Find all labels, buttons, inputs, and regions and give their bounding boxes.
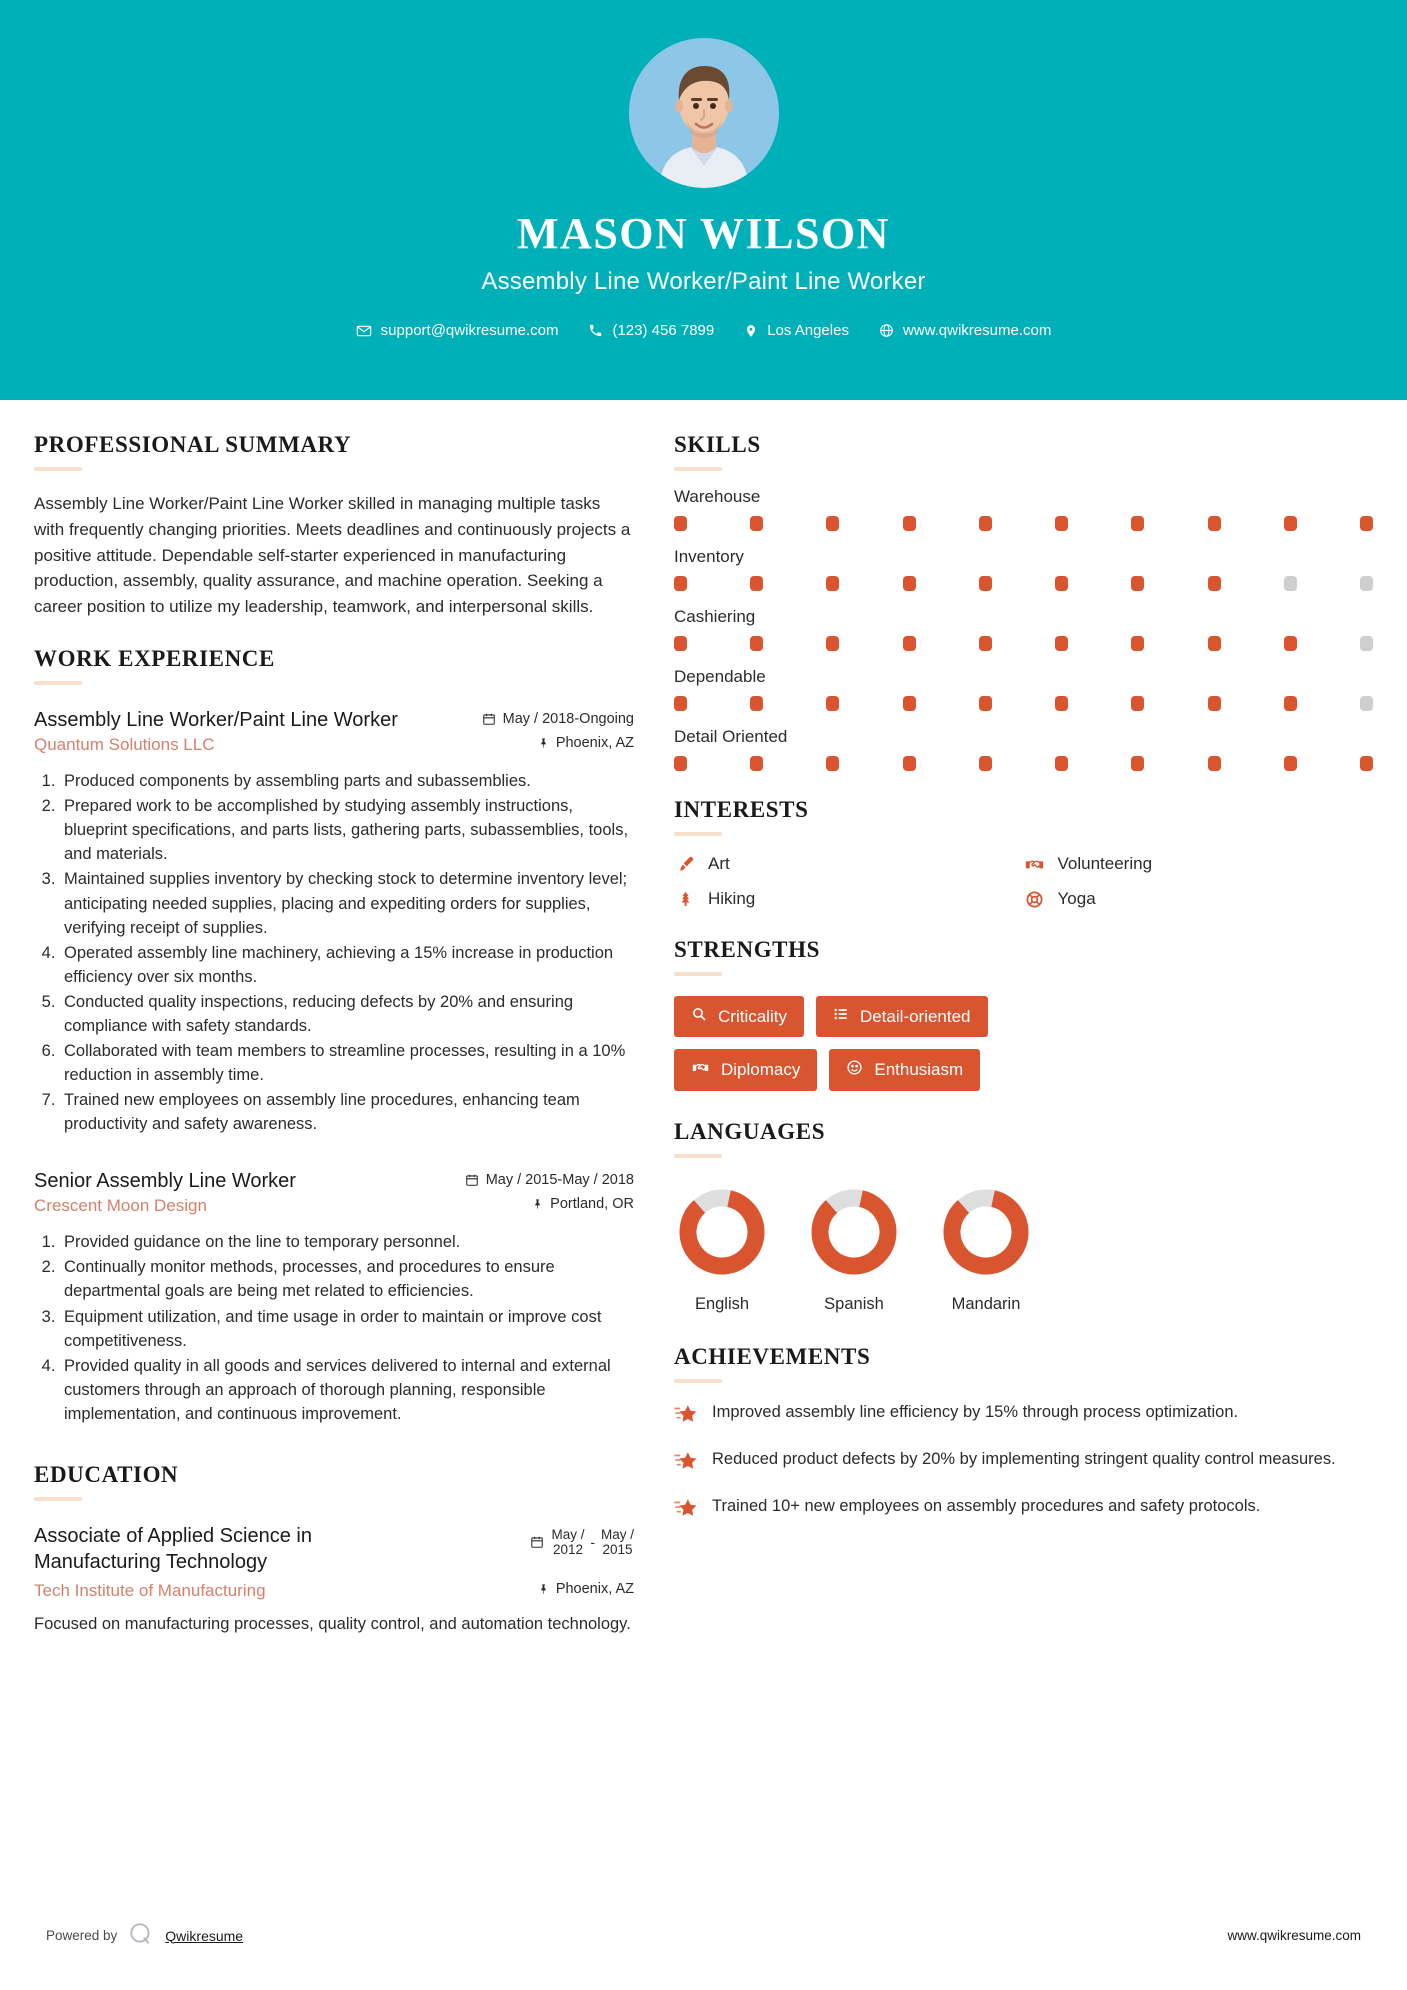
strength-label: Diplomacy bbox=[721, 1060, 801, 1079]
list-item: 1. Provided guidance on the line to temporary personnel. bbox=[60, 1230, 634, 1254]
languages-list bbox=[674, 1184, 1373, 1314]
interest-label: Art bbox=[708, 854, 730, 873]
section-rule bbox=[34, 467, 82, 471]
page-title: MASON WILSON bbox=[517, 209, 890, 258]
skill-dot-filled bbox=[1055, 696, 1068, 711]
education-date-separator: - bbox=[590, 1534, 595, 1550]
powered-by bbox=[46, 1921, 243, 1950]
strength-label: Detail-oriented bbox=[859, 1006, 971, 1026]
section-heading: WORK EXPERIENCE bbox=[34, 646, 275, 672]
skill-dot-filled bbox=[903, 576, 916, 591]
skill-dot-filled bbox=[903, 696, 916, 711]
skill-dot-empty bbox=[1284, 576, 1297, 591]
section-heading: PROFESSIONAL SUMMARY bbox=[34, 432, 352, 457]
list-item: 7. Trained new employees on assembly line procedures, enhancing team productivity and safety awareness. bbox=[60, 1088, 634, 1136]
shooting-star-icon bbox=[674, 1495, 698, 1524]
section-achievements bbox=[674, 1344, 1373, 1524]
list-item: 5. Conducted quality inspections, reducing defects by 20% and ensuring compliance with safety standards. bbox=[60, 990, 634, 1038]
skill-dot-filled bbox=[1055, 516, 1068, 531]
skill-dot-filled bbox=[1284, 516, 1297, 531]
skill-dot-filled bbox=[1055, 756, 1068, 771]
work-role: Assembly Line Worker/Paint Line Worker bbox=[34, 709, 398, 732]
interest-item bbox=[674, 854, 1024, 874]
skill-dot-filled bbox=[1208, 516, 1221, 531]
contact-email-text: support@qwikresume.com bbox=[380, 322, 559, 340]
skill-rating bbox=[674, 516, 1373, 531]
skill-dot-filled bbox=[979, 636, 992, 651]
skill-label: Warehouse bbox=[674, 487, 761, 506]
envelope-icon bbox=[356, 323, 372, 339]
contact-website-text: www.qwikresume.com bbox=[902, 322, 1052, 340]
section-rule bbox=[674, 1154, 722, 1158]
work-company: Quantum Solutions LLC bbox=[34, 735, 215, 755]
skill-rating bbox=[674, 636, 1373, 651]
contact-row bbox=[0, 322, 1407, 339]
skill-label: Cashiering bbox=[674, 607, 756, 626]
skill-dot-filled bbox=[979, 696, 992, 711]
skills-list bbox=[674, 487, 1373, 771]
right-column bbox=[672, 432, 1373, 1643]
skill-dot-empty bbox=[1360, 696, 1373, 711]
skill-dot-filled bbox=[674, 636, 687, 651]
list-item: 1. Produced components by assembling parts and subassemblies. bbox=[60, 769, 634, 793]
interest-item bbox=[674, 889, 1024, 909]
shooting-star-icon bbox=[674, 1401, 698, 1430]
skill-dot-filled bbox=[1360, 756, 1373, 771]
list-item: 6. Collaborated with team members to streamline processes, resulting in a 10% reduction in assembly time. bbox=[60, 1039, 634, 1087]
section-rule bbox=[674, 467, 722, 471]
skill-dot-filled bbox=[750, 636, 763, 651]
skill-dot-filled bbox=[1131, 696, 1144, 711]
work-dates bbox=[465, 1172, 634, 1188]
skill-dot-filled bbox=[1055, 636, 1068, 651]
location-pin-icon bbox=[744, 323, 758, 339]
section-rule bbox=[34, 1497, 82, 1501]
language-label: English bbox=[694, 1295, 750, 1313]
section-heading: LANGUAGES bbox=[674, 1119, 826, 1144]
contact-phone[interactable] bbox=[573, 322, 729, 339]
section-rule bbox=[674, 832, 722, 836]
interest-label: Yoga bbox=[1057, 889, 1096, 908]
summary-text: Assembly Line Worker/Paint Line Worker skilled in managing multiple tasks with frequently changing priorities. Meets deadlines and continuously projects a positive attitude. Dependable self-starter experienced in manufacturing production, assembly, quality assurance, and machine operation. Seeking a career position to utilize my leadership, teamwork, and interpersonal skills. bbox=[34, 494, 631, 617]
pushpin-icon bbox=[538, 736, 549, 750]
qwikresume-logo-icon bbox=[128, 1921, 154, 1950]
skill-dot-filled bbox=[826, 576, 839, 591]
achievement-item bbox=[674, 1448, 1373, 1477]
work-entry bbox=[34, 707, 634, 1136]
list-item: 2. Prepared work to be accomplished by studying assembly instructions, blueprint specifications, and parts lists, gathering parts, subassemblies, tools, and materials. bbox=[60, 794, 634, 866]
handshake-icon bbox=[1024, 855, 1046, 874]
globe-icon bbox=[879, 323, 894, 338]
phone-icon bbox=[588, 323, 603, 338]
work-location bbox=[538, 735, 634, 751]
language-donut-chart bbox=[806, 1184, 902, 1280]
section-heading: INTERESTS bbox=[674, 797, 809, 822]
skill-dot-filled bbox=[1055, 576, 1068, 591]
work-location bbox=[532, 1196, 634, 1212]
skill-label: Dependable bbox=[674, 667, 766, 686]
work-dates-text: May / 2015-May / 2018 bbox=[485, 1172, 634, 1189]
skill-dot-filled bbox=[750, 756, 763, 771]
tree-icon bbox=[674, 889, 696, 909]
section-rule bbox=[34, 681, 82, 685]
skill-dot-filled bbox=[674, 576, 687, 591]
skill-dot-filled bbox=[903, 756, 916, 771]
education-start-month: May / bbox=[551, 1526, 585, 1542]
work-dates bbox=[482, 711, 634, 727]
work-bullets bbox=[34, 1230, 634, 1426]
skill-rating bbox=[674, 576, 1373, 591]
skill-rating bbox=[674, 696, 1373, 711]
skill-item bbox=[674, 727, 1373, 771]
lifebuoy-icon bbox=[1024, 890, 1046, 909]
education-date-range bbox=[551, 1527, 634, 1558]
resume-header bbox=[0, 0, 1407, 400]
work-bullets bbox=[34, 769, 634, 1136]
education-end-month: May / bbox=[600, 1526, 634, 1542]
education-degree: Associate of Applied Science in Manufacturing Technology bbox=[34, 1524, 312, 1573]
section-rule bbox=[674, 1379, 722, 1383]
strength-tag-criticality[interactable] bbox=[674, 996, 804, 1037]
contact-website[interactable] bbox=[864, 322, 1066, 339]
list-item: 4. Provided quality in all goods and services delivered to internal and external customers through an approach of thorough planning, responsible implementation, and continuous improvement. bbox=[60, 1354, 634, 1426]
brand-link[interactable]: Qwikresume bbox=[165, 1927, 244, 1944]
interests-list bbox=[674, 854, 1373, 909]
list-item: 3. Maintained supplies inventory by checking stock to determine inventory level; anticipating needed supplies, placing and expediting orders for supplies, verifying receipt of supplies. bbox=[60, 867, 634, 939]
section-work-experience bbox=[34, 646, 634, 1426]
education-location bbox=[538, 1581, 634, 1597]
language-donut-chart bbox=[938, 1184, 1034, 1280]
skill-dot-filled bbox=[1284, 756, 1297, 771]
skill-dot-filled bbox=[1208, 696, 1221, 711]
achievement-text: Trained 10+ new employees on assembly procedures and safety protocols. bbox=[712, 1497, 1261, 1515]
section-heading: SKILLS bbox=[674, 432, 761, 457]
work-entry bbox=[34, 1168, 634, 1426]
skill-dot-filled bbox=[826, 756, 839, 771]
skill-dot-filled bbox=[1360, 516, 1373, 531]
list-item: 4. Operated assembly line machinery, achieving a 15% increase in production efficiency over six months. bbox=[60, 941, 634, 989]
resume-footer bbox=[0, 1921, 1407, 1950]
interest-label: Hiking bbox=[708, 889, 756, 908]
smiley-icon bbox=[846, 1059, 863, 1081]
skill-dot-filled bbox=[1208, 756, 1221, 771]
skill-dot-filled bbox=[903, 516, 916, 531]
language-label: Spanish bbox=[824, 1295, 884, 1313]
profile-photo-icon bbox=[629, 38, 779, 188]
contact-location[interactable] bbox=[729, 322, 864, 339]
skill-dot-filled bbox=[1131, 636, 1144, 651]
skill-item bbox=[674, 667, 1373, 711]
job-title: Assembly Line Worker/Paint Line Worker bbox=[481, 268, 926, 296]
contact-phone-text: (123) 456 7899 bbox=[612, 322, 715, 340]
section-education bbox=[34, 1462, 634, 1637]
pushpin-icon bbox=[532, 1197, 543, 1211]
skill-dot-empty bbox=[1360, 636, 1373, 651]
powered-by-label: Powered by bbox=[46, 1928, 118, 1943]
skill-dot-filled bbox=[1131, 516, 1144, 531]
achievement-text: Reduced product defects by 20% by implementing stringent quality control measures. bbox=[712, 1450, 1336, 1468]
contact-email[interactable] bbox=[341, 322, 574, 339]
skill-dot-filled bbox=[1208, 576, 1221, 591]
work-role: Senior Assembly Line Worker bbox=[34, 1170, 296, 1193]
education-entry bbox=[34, 1523, 634, 1637]
strength-label: Criticality bbox=[718, 1006, 787, 1026]
education-location-text: Phoenix, AZ bbox=[555, 1580, 634, 1597]
skill-item bbox=[674, 487, 1373, 531]
contact-location-text: Los Angeles bbox=[767, 322, 849, 340]
skill-dot-filled bbox=[1284, 636, 1297, 651]
achievement-item bbox=[674, 1495, 1373, 1524]
calendar-icon bbox=[482, 712, 496, 726]
interest-item bbox=[1024, 854, 1374, 874]
list-item: 3. Equipment utilization, and time usage in order to maintain or improve cost competitiveness. bbox=[60, 1305, 634, 1353]
language-item bbox=[674, 1184, 770, 1314]
skill-dot-filled bbox=[750, 576, 763, 591]
section-rule bbox=[674, 972, 722, 976]
section-interests bbox=[674, 797, 1373, 909]
pushpin-icon bbox=[538, 1582, 549, 1596]
avatar bbox=[629, 38, 779, 188]
skill-dot-empty bbox=[1360, 576, 1373, 591]
education-school: Tech Institute of Manufacturing bbox=[34, 1580, 266, 1600]
skill-dot-filled bbox=[1208, 636, 1221, 651]
skill-dot-filled bbox=[674, 516, 687, 531]
shooting-star-icon bbox=[674, 1448, 698, 1477]
skill-dot-filled bbox=[1284, 696, 1297, 711]
magnifier-icon bbox=[691, 1006, 707, 1027]
skill-dot-filled bbox=[674, 696, 687, 711]
footer-url[interactable]: www.qwikresume.com bbox=[1227, 1928, 1361, 1943]
section-professional-summary bbox=[34, 432, 634, 620]
section-heading: ACHIEVEMENTS bbox=[674, 1344, 871, 1369]
skill-dot-filled bbox=[1131, 756, 1144, 771]
left-column bbox=[34, 432, 634, 1643]
calendar-icon bbox=[530, 1535, 544, 1549]
work-location-text: Portland, OR bbox=[550, 1196, 634, 1213]
skill-rating bbox=[674, 756, 1373, 771]
strength-tag-enthusiasm[interactable] bbox=[829, 1049, 980, 1091]
strengths-list bbox=[674, 996, 1134, 1091]
strength-label: Enthusiasm bbox=[874, 1060, 964, 1079]
paintbrush-icon bbox=[674, 855, 696, 874]
skill-dot-filled bbox=[979, 516, 992, 531]
section-heading: EDUCATION bbox=[34, 1461, 179, 1487]
skill-dot-filled bbox=[903, 636, 916, 651]
education-end-year: 2015 bbox=[602, 1542, 633, 1558]
skill-dot-filled bbox=[979, 756, 992, 771]
work-dates-text: May / 2018-Ongoing bbox=[502, 711, 634, 728]
section-strengths bbox=[674, 937, 1373, 1091]
skill-dot-filled bbox=[1131, 576, 1144, 591]
section-heading: STRENGTHS bbox=[674, 937, 821, 962]
education-description: Focused on manufacturing processes, quality control, and automation technology. bbox=[34, 1614, 631, 1633]
strength-tag-detail-oriented[interactable] bbox=[816, 996, 988, 1037]
skill-item bbox=[674, 547, 1373, 591]
list-icon bbox=[833, 1006, 849, 1027]
education-dates bbox=[530, 1527, 634, 1558]
skill-item bbox=[674, 607, 1373, 651]
section-skills bbox=[674, 432, 1373, 771]
list-item: 2. Continually monitor methods, processes, and procedures to ensure departmental goals are being met related to efficiencies. bbox=[60, 1255, 634, 1303]
handshake-icon bbox=[691, 1059, 710, 1081]
achievement-text: Improved assembly line efficiency by 15% through process optimization. bbox=[712, 1403, 1239, 1421]
resume-body bbox=[0, 400, 1407, 1643]
language-item bbox=[806, 1184, 902, 1314]
skill-dot-filled bbox=[674, 756, 687, 771]
language-label: Mandarin bbox=[951, 1295, 1021, 1313]
skill-dot-filled bbox=[826, 696, 839, 711]
skill-dot-filled bbox=[979, 576, 992, 591]
work-company: Crescent Moon Design bbox=[34, 1196, 207, 1216]
interest-label: Volunteering bbox=[1057, 854, 1153, 873]
skill-label: Detail Oriented bbox=[674, 727, 788, 746]
language-donut-chart bbox=[674, 1184, 770, 1280]
language-item bbox=[938, 1184, 1034, 1314]
section-languages bbox=[674, 1119, 1373, 1314]
skill-dot-filled bbox=[750, 516, 763, 531]
skill-dot-filled bbox=[750, 696, 763, 711]
skill-dot-filled bbox=[826, 636, 839, 651]
interest-item bbox=[1024, 889, 1374, 909]
skill-dot-filled bbox=[826, 516, 839, 531]
education-start-year: 2012 bbox=[552, 1542, 583, 1558]
calendar-icon bbox=[465, 1173, 479, 1187]
skill-label: Inventory bbox=[674, 547, 744, 566]
achievement-item bbox=[674, 1401, 1373, 1430]
strength-tag-diplomacy[interactable] bbox=[674, 1049, 817, 1091]
work-location-text: Phoenix, AZ bbox=[555, 735, 634, 752]
